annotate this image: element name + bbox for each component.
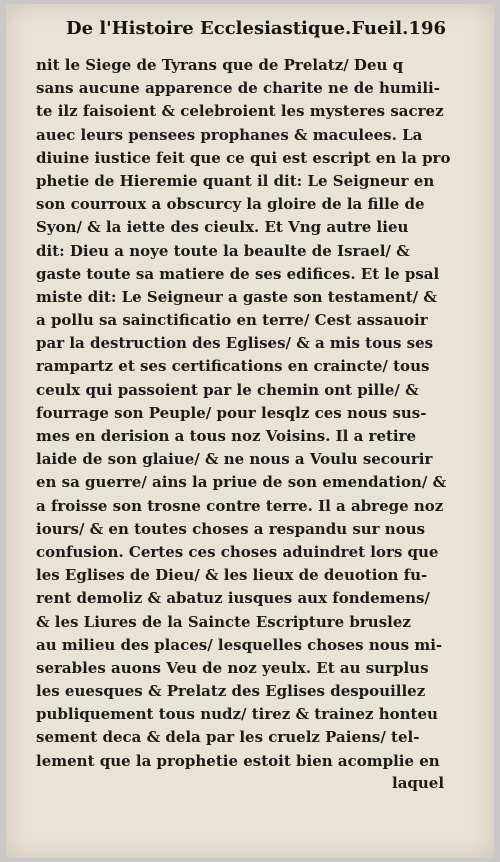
book-page xyxy=(6,4,494,858)
text-line: sans aucune apparence de charite ne de humili- xyxy=(36,79,440,98)
text-line: confusion. Certes ces choses aduindret lors que xyxy=(36,542,439,561)
text-line: & les Liures de la Saincte Escripture bruslez xyxy=(36,612,411,631)
text-line: en sa guerre/ ains la priue de son emendation/ & xyxy=(36,473,447,492)
text-line: par la destruction des Eglises/ & a mis tous ses xyxy=(36,334,434,353)
text-line: diuine iustice feit que ce qui est escript en la pro xyxy=(36,148,451,167)
catchword: laquel xyxy=(392,774,445,792)
text-line: mes en derision a tous noz Voisins. Il a retire xyxy=(36,427,417,445)
text-line: serables auons Veu de noz yeulx. Et au surplus xyxy=(36,658,429,677)
text-line: a froisse son trosne contre terre. Il a abrege noz xyxy=(36,496,444,515)
text-line: a pollu sa sainctificatio en terre/ Cest assauoir xyxy=(36,311,428,330)
text-line: les euesques & Prelatz des Eglises despouillez xyxy=(36,682,426,701)
text-line: lement que la prophetie estoit bien acomplie en xyxy=(36,751,440,770)
text-line: iours/ & en toutes choses a respandu sur nous xyxy=(36,519,426,538)
text-line: rent demoliz & abatuz iusques aux fondemens/ xyxy=(36,589,430,608)
folio-number: Fueil.196 xyxy=(351,18,446,39)
text-line: ceulx qui passoient par le chemin ont pille/ & xyxy=(36,380,419,399)
text-line: te ilz faisoient & celebroient les mysteres sacrez xyxy=(36,102,444,121)
text-line: Syon/ & la iette des cieulx. Et Vng autre lieu xyxy=(36,218,409,237)
text-line: fourrage son Peuple/ pour lesqlz ces nous sus- xyxy=(36,403,427,422)
running-title: De l'Histoire Ecclesiastique. xyxy=(66,18,352,39)
body-text xyxy=(36,54,468,773)
text-line: au milieu des places/ lesquelles choses nous mi- xyxy=(36,635,443,654)
text-line: auec leurs pensees prophanes & maculees. La xyxy=(36,125,423,144)
text-line: son courroux a obscurcy la gloire de la fille de xyxy=(36,195,425,214)
text-line: les Eglises de Dieu/ & les lieux de deuotion fu- xyxy=(36,566,428,585)
text-line: phetie de Hieremie quant il dit: Le Seigneur en xyxy=(36,171,435,190)
running-header xyxy=(66,18,446,48)
text-line: nit le Siege de Tyrans que de Prelatz/ Deu q xyxy=(36,56,404,74)
text-line: rampartz et ses certifications en craincte/ tous xyxy=(36,357,430,376)
text-line: miste dit: Le Seigneur a gaste son testament/ & xyxy=(36,287,437,306)
text-line: dit: Dieu a noye toute la beaulte de Israel/ & xyxy=(36,241,410,260)
text-line: laide de son glaiue/ & ne nous a Voulu secourir xyxy=(36,450,433,469)
text-line: sement deca & dela par les cruelz Paiens/ tel- xyxy=(36,728,420,747)
text-line: gaste toute sa matiere de ses edifices. Et le psal xyxy=(36,264,440,283)
text-line: publiquement tous nudz/ tirez & trainez honteu xyxy=(36,705,438,724)
